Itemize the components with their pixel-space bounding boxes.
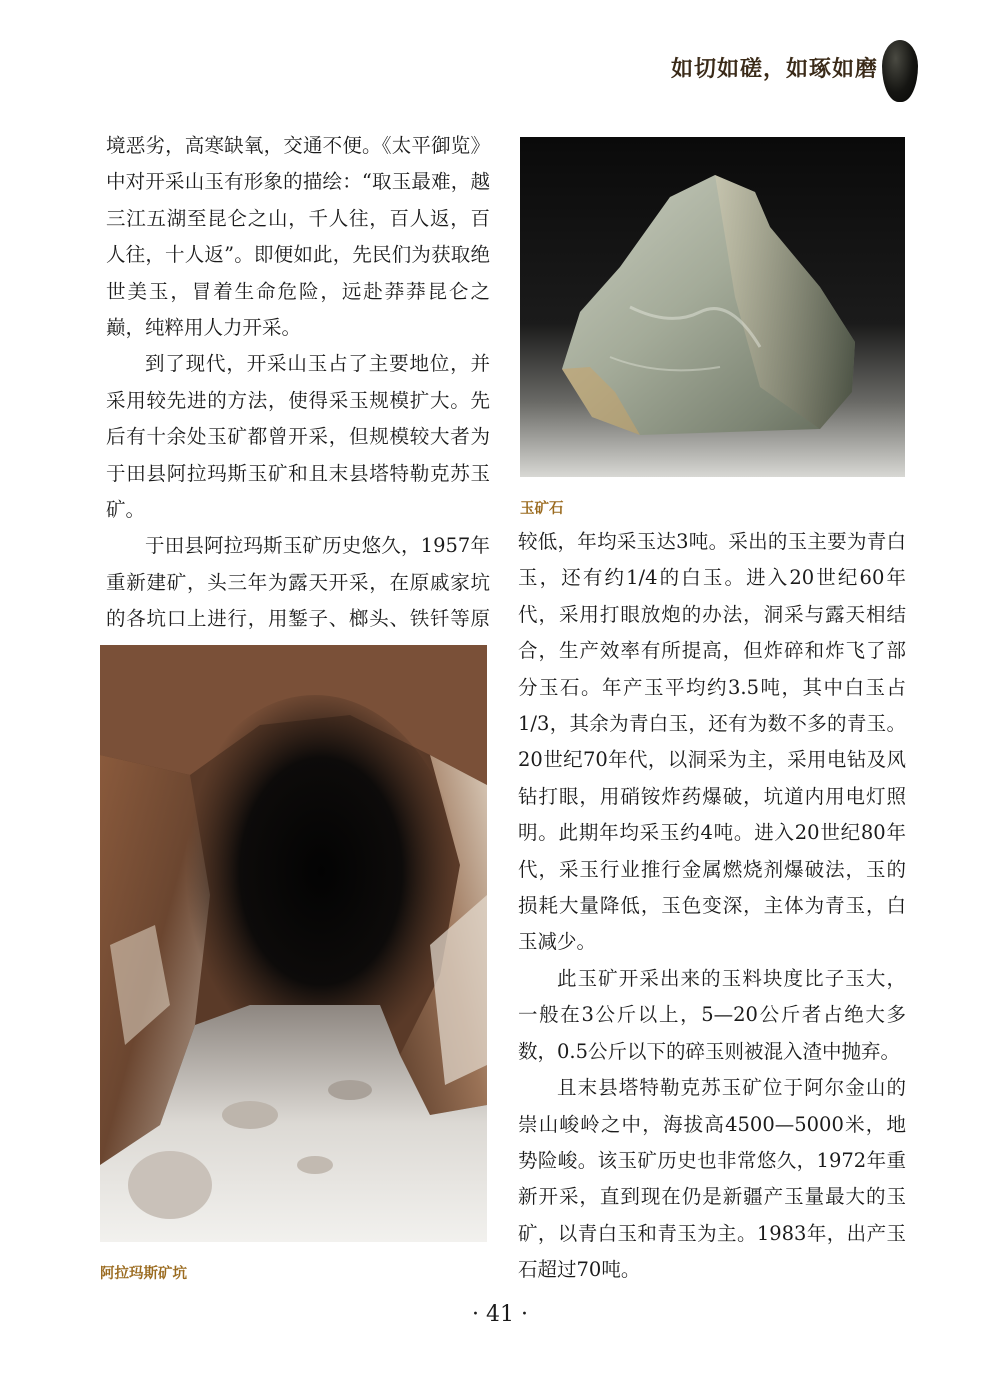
paragraph-block-size: 此玉矿开采出来的玉料块度比子玉大，一般在3公斤以上，5—20公斤者占绝大多数，0.5公斤以下的碎玉则被混入渣中抛弃。 — [518, 966, 906, 1063]
paragraph-alamas-mine: 于田县阿拉玛斯玉矿历史悠久，1957年重新建矿，头三年为露天开采，在原戚家坑的各坑口上进行，用錾子、榔头、铁钎等原 — [106, 534, 490, 631]
left-column-text — [106, 128, 490, 674]
paragraph-modern-mining: 到了现代，开采山玉占了主要地位，并采用较先进的方法，使得采玉规模扩大。先后有十余处玉矿都曾开采，但规模较大者为于田县阿拉玛斯玉矿和且末县塔特勒克苏玉矿。 — [106, 352, 490, 522]
figure-caption-alamas-pit: 阿拉玛斯矿坑 — [100, 1266, 187, 1282]
figure-caption-jade-ore: 玉矿石 — [520, 501, 564, 517]
paragraph-production-history: 较低，年均采玉达3吨。采出的玉主要为青白玉，还有约1/4的白玉。进入20世纪60年代，采用打眼放炮的办法，洞采与露天相结合，生产效率有所提高，但炸碎和炸飞了部分玉石。年产玉平均约3.5吨，其中白玉占1/3，其余为青白玉，还有为数不多的青玉。20世纪70年代，以洞采为主，采用电钻及风钻打眼，用硝铵炸药爆破，坑道内用电灯照明。此期年均采玉约4吨。进入20世纪80年代，采玉行业推行金属燃烧剂爆破法，玉的损耗大量降低，玉色变深，主体为青玉，白玉减少。 — [518, 530, 906, 954]
paragraph-qiemo-mine: 且末县塔特勒克苏玉矿位于阿尔金山的崇山峻岭之中，海拔高4500—5000米，地势险峻。该玉矿历史也非常悠久，1972年重新开采，直到现在仍是新疆产玉量最大的玉矿，以青白玉和青玉为主。1983年，出产玉石超过70吨。 — [518, 1076, 906, 1282]
paragraph-continuation: 境恶劣，高寒缺氧，交通不便。《太平御览》中对开采山玉有形象的描绘：“取玉最难，越三江五湖至昆仑之山，千人往，百人返，百人往，十人返”。即便如此，先民们为获取绝世美玉，冒着生命危险，远赴莽莽昆仑之巅，纯粹用人力开采。 — [106, 134, 490, 340]
jade-ore-photo — [520, 137, 905, 477]
jade-pebble-icon — [882, 40, 918, 102]
right-column-text — [518, 524, 906, 1289]
running-header-title: 如切如磋，如琢如磨 — [670, 56, 878, 82]
alamas-mine-pit-photo — [100, 645, 487, 1242]
page-number: · 41 · — [472, 1302, 528, 1327]
